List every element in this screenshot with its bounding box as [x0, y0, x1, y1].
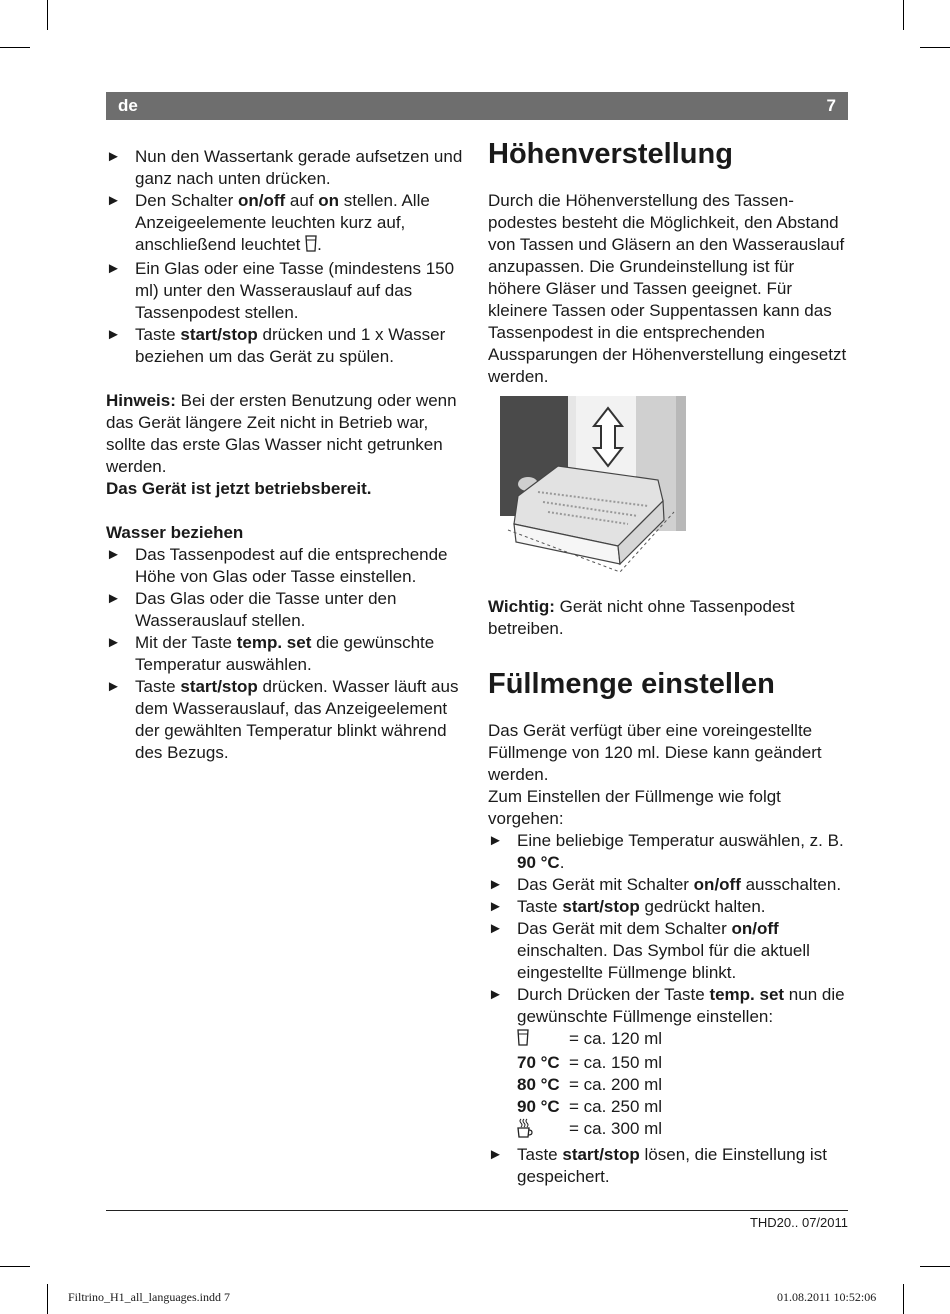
glass-icon [305, 235, 317, 258]
quantity-row: 70 °C = ca. 150 ml [517, 1053, 663, 1072]
fill-intro-2: Zum Einstellen der Füllmenge wie folgt vorgehen: [488, 787, 781, 828]
bullet-arrow-icon: ► [488, 832, 503, 849]
crop-mark [0, 1266, 30, 1267]
bullet-arrow-icon: ► [488, 986, 503, 1003]
important-paragraph [488, 596, 848, 640]
crop-mark [903, 1284, 904, 1314]
water-steps [106, 544, 468, 764]
important-label: Wichtig: [488, 597, 555, 616]
quantity-row: 90 °C = ca. 250 ml [517, 1097, 663, 1116]
fill-heading: Füllmenge einstellen [488, 668, 775, 700]
final-step [488, 1144, 848, 1188]
quantity-row: 80 °C = ca. 200 ml [517, 1075, 663, 1094]
list-item: ► Den Schalter on/off auf on stellen. Alle Anzeigeelemente leuchten kurz auf, anschließend leuchtet . [106, 190, 468, 258]
hot-cup-icon [517, 1118, 533, 1144]
crop-mark [920, 1266, 950, 1267]
fill-steps [488, 830, 848, 1028]
list-item: ► Taste start/stop drücken. Wasser läuft aus dem Wasserauslauf, das Anzeigeelement der gewählten Temperatur blinkt während des Bezugs. [106, 677, 459, 762]
note-paragraph [106, 390, 468, 478]
list-item: ► Nun den Wassertank gerade aufsetzen und ganz nach unten drücken. [106, 147, 463, 188]
list-item: ► Das Glas oder die Tasse unter den Wasserauslauf stellen. [106, 589, 397, 630]
fill-intro: Das Gerät verfügt über eine voreingestellte Füllmenge von 120 ml. Diese kann geändert werden. [488, 721, 822, 784]
language-label: de [118, 96, 138, 115]
list-item: ► Eine beliebige Temperatur auswählen, z. B. 90 °C. [488, 831, 844, 872]
list-item: ► Mit der Taste temp. set die gewünschte Temperatur auswählen. [106, 633, 435, 674]
important-text: Gerät nicht ohne Tassenpodest betreiben. [488, 597, 795, 638]
list-item: ► Taste start/stop lösen, die Einstellung ist gespeichert. [488, 1145, 827, 1186]
bullet-arrow-icon: ► [106, 192, 121, 209]
crop-mark [903, 0, 904, 30]
height-text: Durch die Höhenverstellung des Tassenpodestes besteht die Möglichkeit, den Abstand von Tassen und Gläsern an den Wasserauslauf anzupassen. Die Grundeinstellung ist für höhere Gläser und Tassen geeignet. Für kleinere Tassen oder Suppentassen kann das Tassenpodest in die entsprechenden Aussparungen der Höhenverstellung eingesetzt werden. [488, 191, 847, 386]
quantity-table [517, 1028, 848, 1144]
bullet-arrow-icon: ► [106, 634, 121, 651]
bullet-arrow-icon: ► [488, 876, 503, 893]
list-item: ► Das Gerät mit dem Schalter on/off einschalten. Das Symbol für die aktuell eingestellte Füllmenge blinkt. [488, 919, 810, 982]
slug-datetime: 01.08.2011 10:52:06 [777, 1290, 877, 1304]
ready-text: Das Gerät ist jetzt betriebsbereit. [106, 479, 372, 498]
note-label: Hinweis: [106, 391, 176, 410]
crop-mark [920, 47, 950, 48]
setup-steps [106, 146, 468, 368]
bullet-arrow-icon: ► [488, 898, 503, 915]
quantity-row: = ca. 300 ml [517, 1118, 848, 1144]
list-item: ► Durch Drücken der Taste temp. set nun die gewünschte Füllmenge einstellen: [488, 985, 845, 1026]
quantity-row: = ca. 120 ml [517, 1028, 848, 1052]
height-heading: Höhenverstellung [488, 138, 733, 170]
bullet-arrow-icon: ► [488, 920, 503, 937]
crop-mark [0, 47, 30, 48]
page-header [106, 92, 848, 120]
list-item: ► Das Gerät mit Schalter on/off ausschalten. [488, 875, 842, 894]
bullet-arrow-icon: ► [106, 590, 121, 607]
list-item: ► Ein Glas oder eine Tasse (mindestens 150 ml) unter den Wasserauslauf auf das Tassenpodest stellen. [106, 259, 455, 322]
crop-mark [47, 1284, 48, 1314]
bullet-arrow-icon: ► [106, 148, 121, 165]
slug-file: Filtrino_H1_all_languages.indd 7 [68, 1290, 230, 1304]
list-item: ► Taste start/stop drücken und 1 x Wasser beziehen um das Gerät zu spülen. [106, 325, 446, 366]
bullet-arrow-icon: ► [106, 678, 121, 695]
page-number: 7 [826, 96, 836, 115]
glass-icon [517, 1029, 529, 1052]
water-heading: Wasser beziehen [106, 523, 244, 542]
right-column [488, 136, 848, 1188]
left-column [106, 146, 468, 764]
note-text: Bei der ersten Benutzung oder wenn das Gerät längere Zeit nicht in Betrieb war, sollte das erste Glas Wasser nicht getrunken werden. [106, 391, 457, 476]
footer-rule [106, 1210, 848, 1211]
bullet-arrow-icon: ► [106, 260, 121, 277]
list-item: ► Das Tassenpodest auf die entsprechende Höhe von Glas oder Tasse einstellen. [106, 545, 448, 586]
cup-platform-illustration [498, 396, 688, 576]
footer-code: THD20.. 07/2011 [749, 1215, 848, 1230]
crop-mark [47, 0, 48, 30]
list-item: ► Taste start/stop gedrückt halten. [488, 897, 766, 916]
bullet-arrow-icon: ► [106, 326, 121, 343]
bullet-arrow-icon: ► [106, 546, 121, 563]
